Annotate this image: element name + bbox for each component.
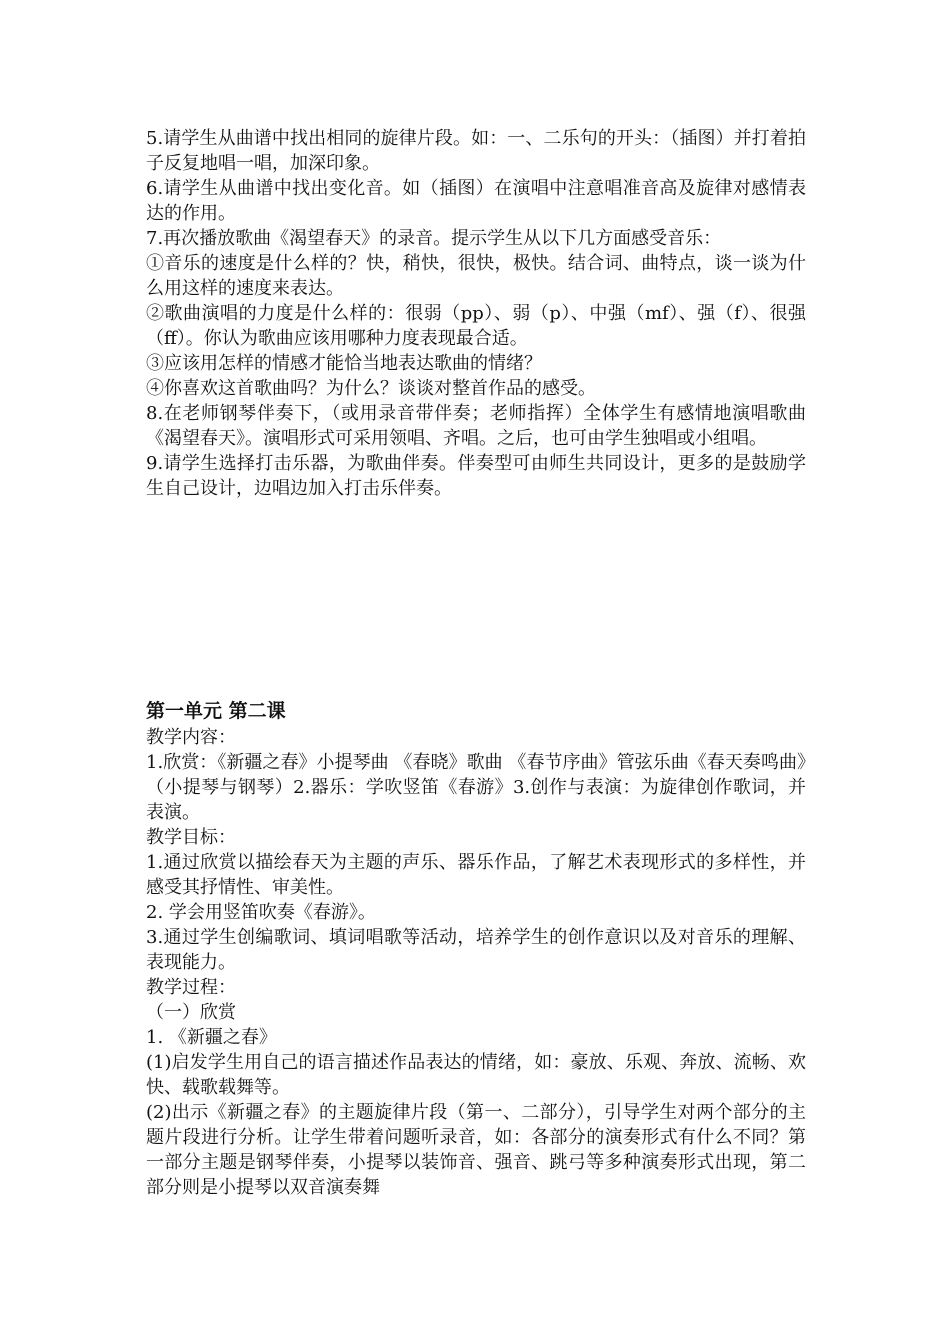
- goal-2: 2. 学会用竖笛吹奏《春游》。: [146, 902, 376, 923]
- step-9: 9.请学生选择打击乐器，为歌曲伴奏。伴奏型可由师生共同设计，更多的是鼓励学生自己设计，边唱边加入打击乐伴奏。: [146, 453, 806, 499]
- piece-title: 1. 《新疆之春》: [146, 1027, 277, 1048]
- question-4: ④你喜欢这首歌曲吗？为什么？谈谈对整首作品的感受。: [146, 378, 596, 399]
- goal-3: 3.通过学生创编歌词、填词唱歌等活动，培养学生的创作意识以及对音乐的理解、表现能力。: [146, 927, 806, 973]
- step-7: 7.再次播放歌曲《渴望春天》的录音。提示学生从以下几方面感受音乐：: [146, 228, 722, 249]
- question-3: ③应该用怎样的情感才能恰当地表达歌曲的情绪？: [146, 353, 542, 374]
- content-label: 教学内容：: [146, 727, 236, 748]
- lesson-1-continued: [146, 126, 806, 501]
- question-2: ②歌曲演唱的力度是什么样的：很弱（pp）、弱（p）、中强（mf）、强（f）、很强（ff）。你认为歌曲应该用哪种力度表现最合适。: [146, 303, 806, 349]
- goals-label: 教学目标：: [146, 827, 236, 848]
- question-1: ①音乐的速度是什么样的？快，稍快，很快，极快。结合词、曲特点，谈一谈为什么用这样的速度来表达。: [146, 253, 806, 299]
- step-6: 6.请学生从曲谱中找出变化音。如（插图）在演唱中注意唱准音高及旋律对感情表达的作用。: [146, 178, 806, 224]
- lesson-heading: 第一单元 第二课: [146, 700, 286, 722]
- goal-1: 1.通过欣赏以描绘春天为主题的声乐、器乐作品，了解艺术表现形式的多样性，并感受其抒情性、审美性。: [146, 852, 806, 898]
- process-label: 教学过程：: [146, 977, 236, 998]
- step-5: 5.请学生从曲谱中找出相同的旋律片段。如：一、二乐句的开头：（插图）并打着拍子反复地唱一唱，加深印象。: [146, 128, 806, 174]
- process-part-1: （一）欣赏: [146, 1002, 236, 1023]
- activity-2: (2)出示《新疆之春》的主题旋律片段（第一、二部分），引导学生对两个部分的主题片段进行分析。让学生带着问题听录音，如：各部分的演奏形式有什么不同？第一部分主题是钢琴伴奏，小提琴以装饰音、强音、跳弓等多种演奏形式出现，第二部分则是小提琴以双音演奏舞: [146, 1102, 806, 1198]
- activity-1: (1)启发学生用自己的语言描述作品表达的情绪，如：豪放、乐观、奔放、流畅、欢快、载歌载舞等。: [146, 1052, 806, 1098]
- lesson-2-section: [146, 698, 806, 1200]
- content-list: 1.欣赏：《新疆之春》小提琴曲 《春晓》歌曲 《春节序曲》管弦乐曲《春天奏鸣曲》（小提琴与钢琴）2.器乐：学吹竖笛《春游》3.创作与表演：为旋律创作歌词，并表演。: [146, 752, 806, 823]
- step-8: 8.在老师钢琴伴奏下，（或用录音带伴奏；老师指挥）全体学生有感情地演唱歌曲《渴望春天》。演唱形式可采用领唱、齐唱。之后，也可由学生独唱或小组唱。: [146, 403, 806, 449]
